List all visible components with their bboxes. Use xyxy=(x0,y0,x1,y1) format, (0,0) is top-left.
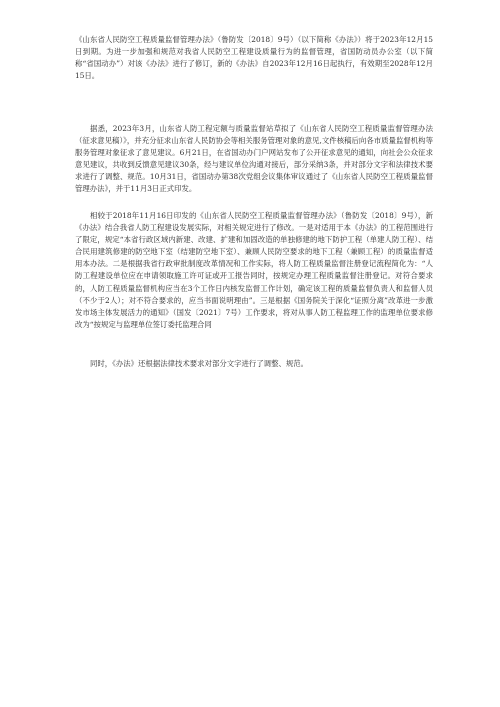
paragraph-2: 据悉，2023年3月，山东省人防工程定额与质量监督站草拟了《山东省人民防空工程质量监督管理办法（征求意见稿）》，并充分征求山东省人民防协会等相关服务管理对象的意见,文件核稿后向各市质量监督机构等服务管理对象征求了意见建议。6月21日，在省国动办门户网站发布了公开征求意见的通知，向社会公众征求意见建议，共收到反馈意见建议30条，经与建议单位沟通对接后，部分采纳3条，并对部分文字和法律技术要求进行了调整、规范。10月31日，省国动办第38次党组会议集体审议通过了《山东省人民防空工程质量监督管理办法》，并于11月3日正式印发。 xyxy=(75,124,433,194)
paragraph-4: 同时，《办法》还根据法律技术要求对部分文字进行了调整、规范。 xyxy=(90,359,309,368)
paragraph-3: 相较于2018年11月16日印发的《山东省人民防空工程质量监督管理办法》（鲁防发〔2018〕9号），新《办法》结合我省人防工程建设发展实际，对相关规定进行了修改。一是对适用于本《办法》的工程范围进行了限定，规定“本省行政区域内新建、改建、扩建和加固改造的单独修建的地下防护工程（单建人防工程）、结合民用建筑修建的防空地下室（结建防空地下室）、兼顾人民防空要求的地下工程（兼顾工程）的质量监督适用本办法。二是根据我省行政审批制度改革情况和工作实际，将人防工程质量监督注册登记流程简化为：“人防工程建设单位应在申请领取施工许可证或开工报告同时，按规定办理工程质量监督注册登记。对符合要求的，人防工程质量监督机构应当在3个工作日内核发监督工作计划，确定该工程的质量监督负责人和监督人员（不少于2人）；对不符合要求的，应当书面说明理由”。三是根据《国务院关于深化“证照分离”改革进一步激发市场主体发展活力的通知》（国发〔2021〕7号）工作要求，将对从事人防工程监理工作的监理单位要求修改为“按规定与监理单位签订委托监理合同 xyxy=(75,211,433,329)
paragraph-1: 《山东省人民防空工程质量监督管理办法》（鲁防发〔2018〕9号）（以下简称《办法》）将于2023年12月15日到期。为进一步加强和规范对我省人民防空工程建设质量行为的监督管理，省国防动员办公室（以下简称“省国动办”）对该《办法》进行了修订，新的《办法》自2023年12月16日起执行，有效期至2028年12月15日。 xyxy=(75,35,433,81)
